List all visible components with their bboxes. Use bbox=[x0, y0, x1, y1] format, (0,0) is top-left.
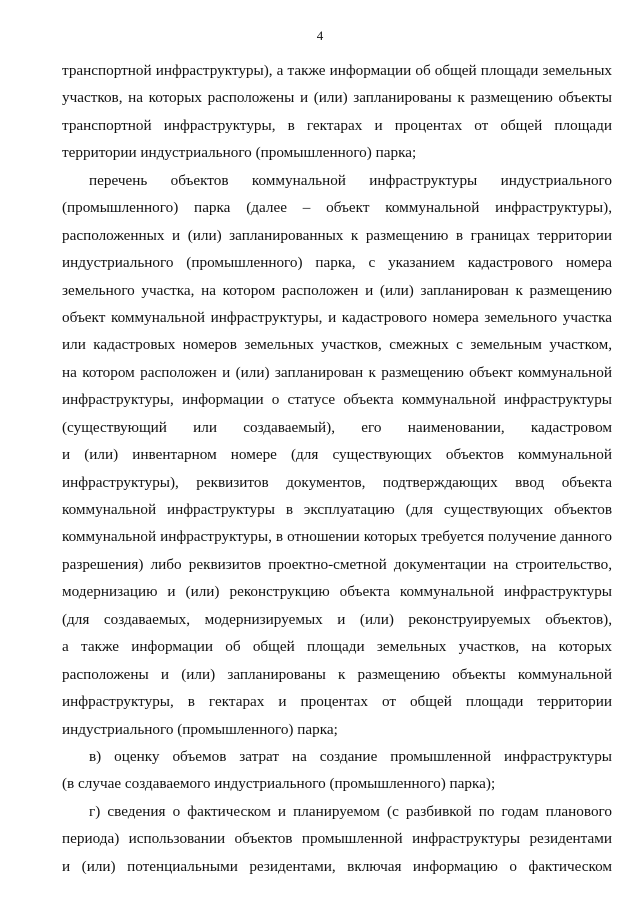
text-line: участков, на которых расположены и (или) запланированы к размещению объекты bbox=[62, 89, 612, 107]
page-number: 4 bbox=[316, 28, 324, 43]
paragraph-communal-infrastructure bbox=[62, 167, 612, 743]
text-line: (промышленного) парка (далее – объект коммунальной инфраструктуры), bbox=[62, 199, 612, 217]
text-line: (для создаваемых, модернизируемых и (или) реконструируемых объектов), bbox=[62, 610, 612, 628]
text-line: в) оценку объемов затрат на создание промышленной инфраструктуры bbox=[89, 747, 612, 765]
text-line: модернизацию и (или) реконструкцию объекта коммунальной инфраструктуры bbox=[62, 583, 612, 601]
text-line: коммунальной инфраструктуры в эксплуатацию (для существующих объектов bbox=[62, 501, 612, 518]
text-line: и (или) потенциальными резидентами, включая информацию о фактическом bbox=[62, 857, 612, 875]
text-line: (существующий или создаваемый), его наименовании, кадастровом bbox=[62, 418, 612, 436]
text-line: периода) использовании объектов промышленной инфраструктуры резидентами bbox=[62, 830, 612, 848]
text-line: перечень объектов коммунальной инфраструктуры индустриального bbox=[89, 171, 612, 189]
text-line: а также информации об общей площади земельных участков, на которых bbox=[62, 638, 612, 656]
text-line: расположены и (или) запланированы к размещению объекты коммунальной bbox=[62, 665, 612, 683]
paragraph-item-g bbox=[62, 798, 612, 880]
document-body bbox=[62, 57, 612, 880]
text-line: инфраструктуры, информации о статусе объекта коммунальной инфраструктуры bbox=[62, 391, 612, 409]
paragraph-transport-infrastructure bbox=[62, 57, 612, 167]
text-line: земельного участка, на котором расположен и (или) запланирован к размещению bbox=[62, 281, 612, 299]
text-line: (в случае создаваемого индустриального (промышленного) парка); bbox=[62, 775, 496, 793]
text-line: транспортной инфраструктуры), а также информации об общей площади земельных bbox=[62, 62, 612, 79]
text-line: расположенных и (или) запланированных к размещению в границах территории bbox=[62, 226, 612, 244]
text-line: транспортной инфраструктуры, в гектарах и процентах от общей площади bbox=[62, 116, 612, 134]
paragraph-item-v bbox=[62, 743, 612, 798]
text-line: территории индустриального (промышленного) парка; bbox=[62, 144, 417, 162]
text-line: инфраструктуры), реквизитов документов, подтверждающих ввод объекта bbox=[62, 473, 612, 491]
text-line: на котором расположен и (или) запланирован к размещению объект коммунальной bbox=[62, 363, 612, 381]
text-line: индустриального (промышленного) парка; bbox=[62, 720, 338, 738]
text-line: и (или) инвентарном номере (для существующих объектов коммунальной bbox=[62, 446, 612, 464]
text-line: коммунальной инфраструктуры, в отношении которых требуется получение данного bbox=[62, 528, 612, 546]
text-line: объект коммунальной инфраструктуры, и кадастрового номера земельного участка bbox=[62, 308, 612, 326]
text-line: индустриального (промышленного) парка, с указанием кадастрового номера bbox=[62, 254, 612, 272]
text-line: инфраструктуры, в гектарах и процентах от общей площади территории bbox=[62, 693, 612, 711]
text-line: или кадастровых номеров земельных участков, смежных с земельным участком, bbox=[62, 336, 612, 354]
text-line: г) сведения о фактическом и планируемом (с разбивкой по годам планового bbox=[89, 802, 612, 820]
text-line: разрешения) либо реквизитов проектно-сметной документации на строительство, bbox=[62, 555, 612, 573]
